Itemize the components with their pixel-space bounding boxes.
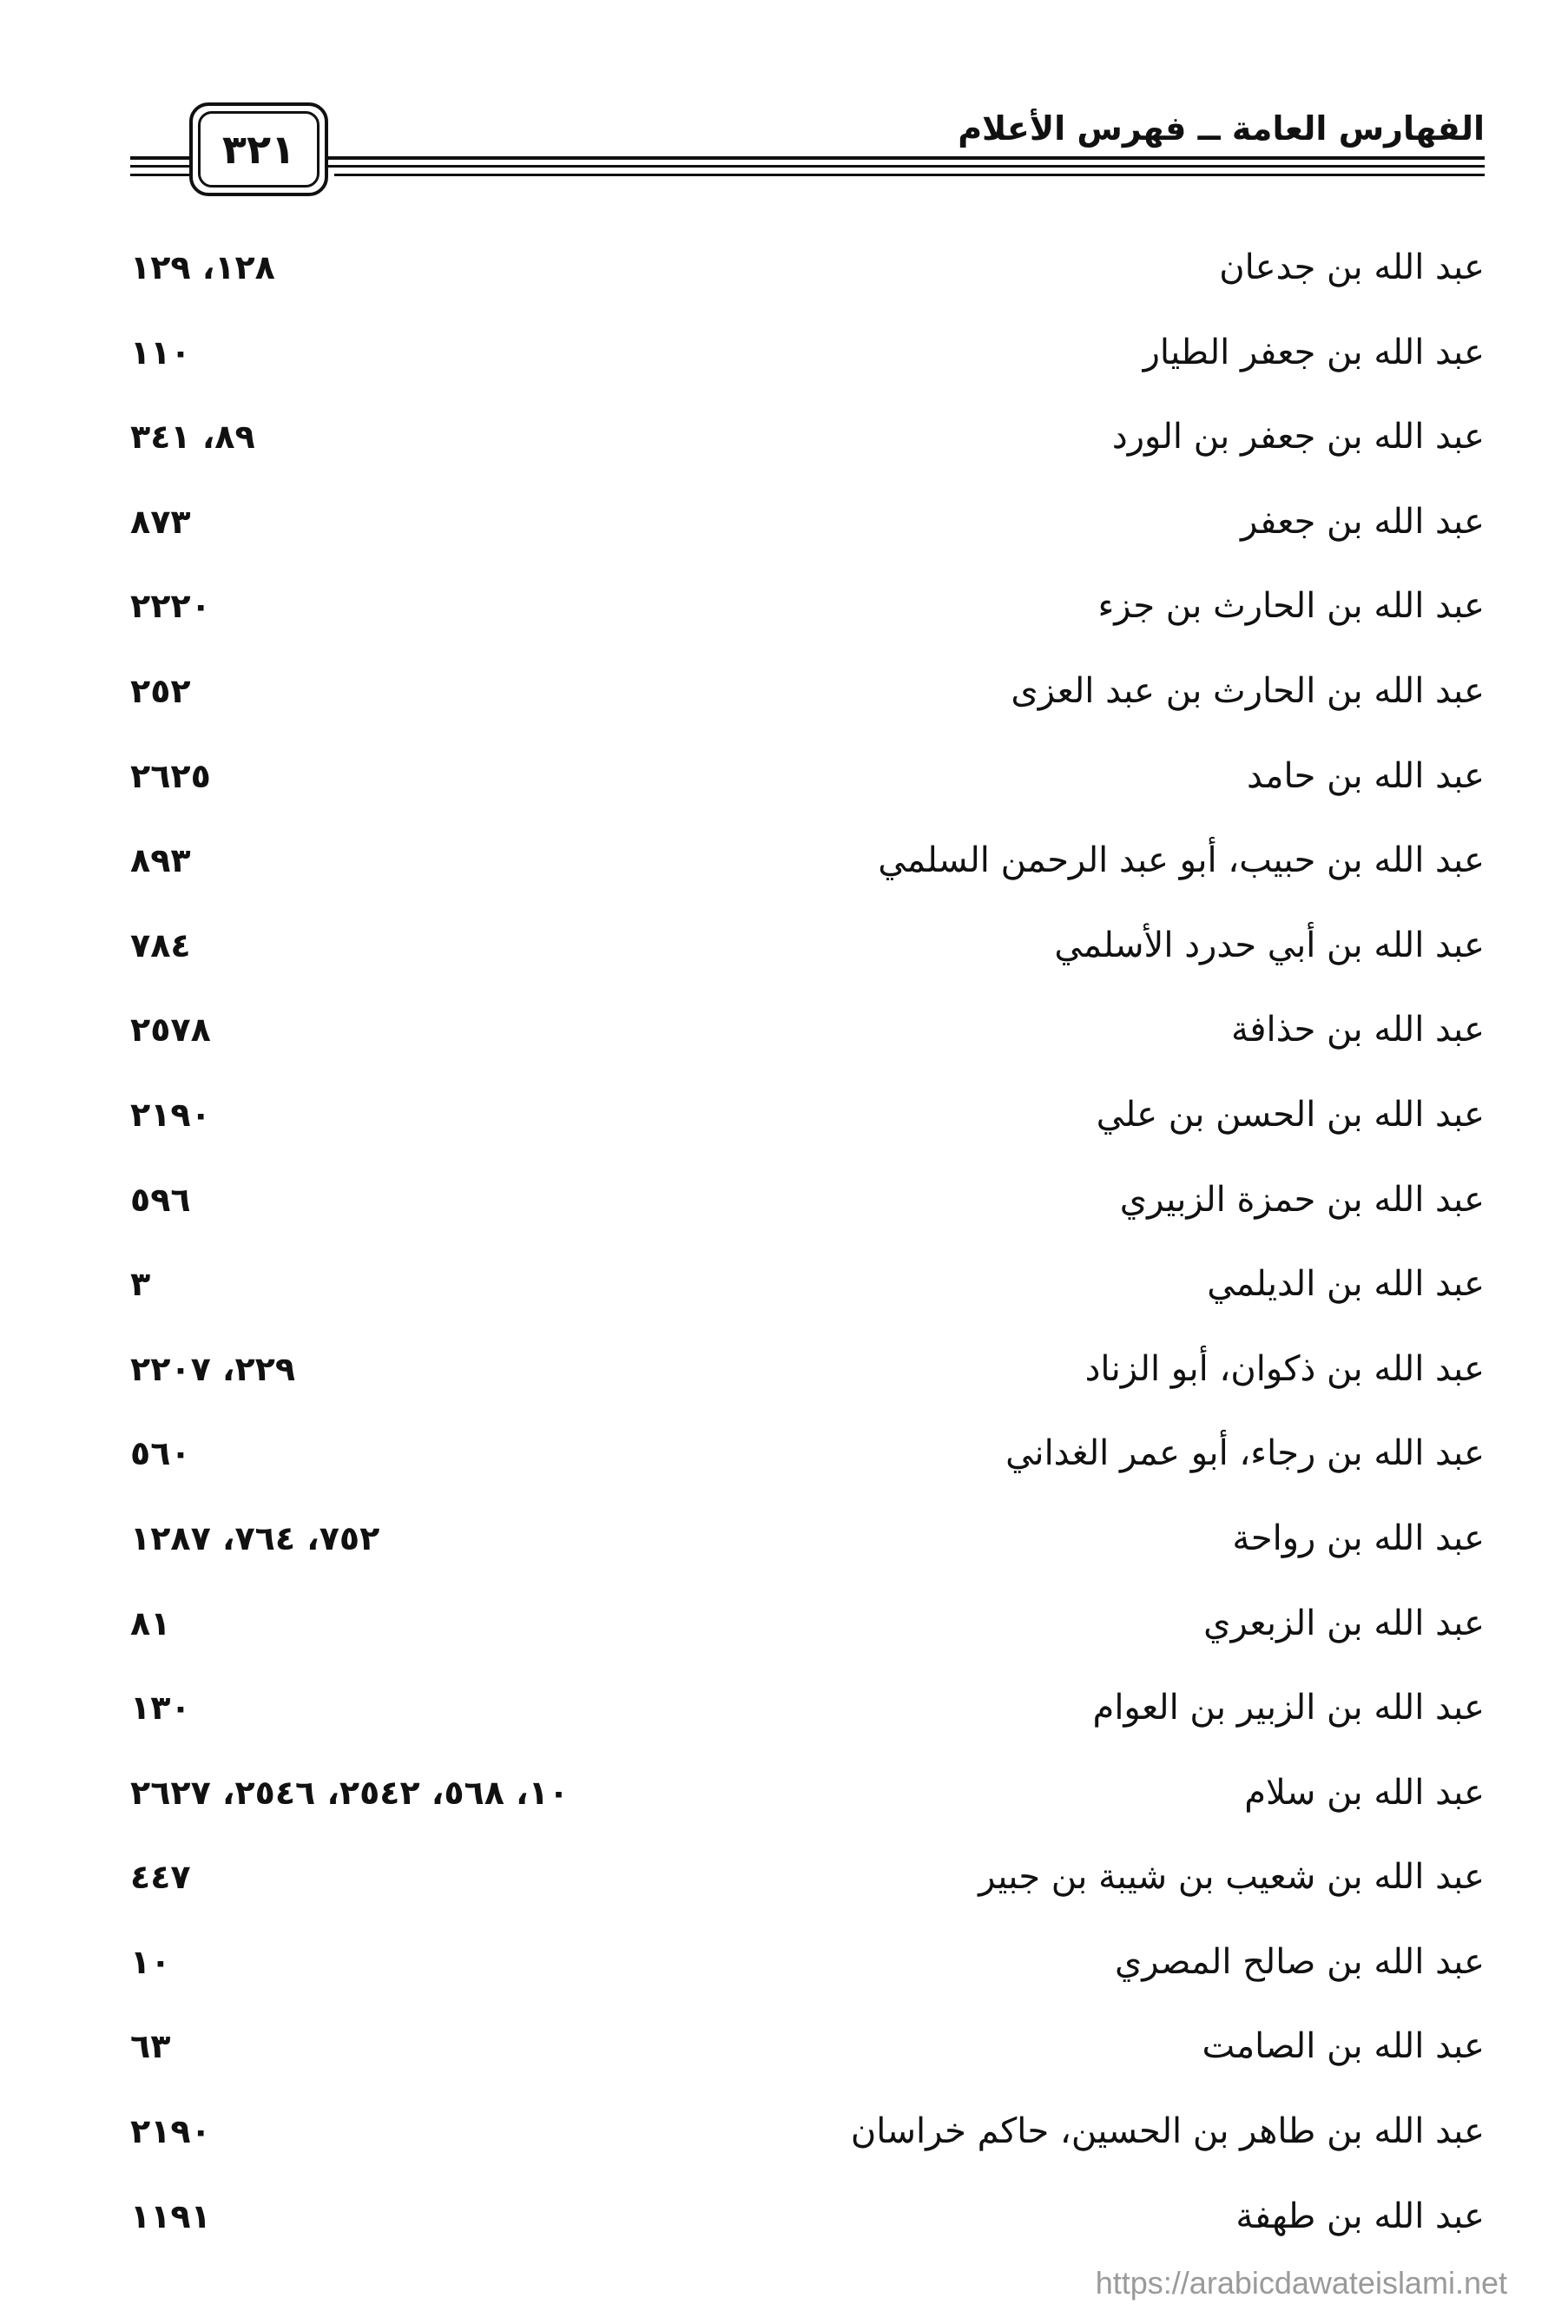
index-entry bbox=[130, 318, 1485, 403]
index-entry bbox=[130, 1673, 1485, 1758]
entry-name: عبد الله بن صالح المصري bbox=[1114, 1941, 1485, 1982]
header-rule bbox=[130, 174, 195, 176]
header-rule bbox=[130, 156, 1485, 160]
header-rule bbox=[334, 174, 1485, 176]
watermark-url: https://arabicdawateislami.net bbox=[1095, 2265, 1507, 2301]
entry-page-refs: ٨٩٣ bbox=[130, 841, 191, 880]
index-entry bbox=[130, 1249, 1485, 1334]
entry-name: عبد الله بن الديلمي bbox=[1207, 1264, 1485, 1305]
entry-page-refs: ٢٦٢٥ bbox=[130, 756, 211, 795]
index-entry bbox=[130, 1842, 1485, 1927]
entry-name: عبد الله بن سلام bbox=[1244, 1772, 1485, 1813]
entry-page-refs: ٢٥٢ bbox=[130, 671, 191, 710]
entry-page-refs: ١١٩١ bbox=[130, 2196, 211, 2235]
entry-page-refs: ١١٠ bbox=[130, 332, 191, 372]
entry-name: عبد الله بن الحسن بن علي bbox=[1096, 1094, 1485, 1135]
entry-page-refs: ٢١٩٠ bbox=[130, 1095, 211, 1134]
entry-name: عبد الله بن أبي حدرد الأسلمي bbox=[1054, 925, 1485, 965]
entry-name: عبد الله بن طهفة bbox=[1235, 2196, 1485, 2236]
index-entry bbox=[130, 402, 1485, 487]
entry-page-refs: ٤٤٧ bbox=[130, 1858, 191, 1897]
entry-name: عبد الله بن طاهر بن الحسين، حاكم خراسان bbox=[850, 2111, 1485, 2152]
entry-page-refs: ٨١ bbox=[130, 1603, 171, 1643]
entry-page-refs: ١٢٨، ١٢٩ bbox=[130, 248, 275, 286]
entry-name: عبد الله بن ذكوان، أبو الزناد bbox=[1084, 1348, 1485, 1389]
index-entry bbox=[130, 2011, 1485, 2097]
entry-page-refs: ١٠، ٥٦٨، ٢٥٤٢، ٢٥٤٦، ٢٦٢٧ bbox=[130, 1773, 570, 1812]
entry-name: عبد الله بن شعيب بن شيبة بن جبير bbox=[978, 1857, 1485, 1898]
entry-page-refs: ١٣٠ bbox=[130, 1689, 191, 1728]
entry-name: عبد الله بن الزبعري bbox=[1203, 1603, 1485, 1643]
entry-page-refs: ٨٩، ٣٤١ bbox=[130, 418, 255, 457]
entry-page-refs: ٢١٩٠ bbox=[130, 2112, 211, 2151]
index-entries bbox=[130, 233, 1485, 2266]
page-number-frame bbox=[189, 102, 328, 196]
entry-name: عبد الله بن رجاء، أبو عمر الغداني bbox=[1005, 1433, 1485, 1474]
entry-name: عبد الله بن الزبير بن العوام bbox=[1092, 1688, 1485, 1728]
index-entry bbox=[130, 233, 1485, 318]
page-number: ٣٢١ bbox=[221, 126, 296, 173]
index-entry bbox=[130, 1334, 1485, 1419]
entry-name: عبد الله بن جعفر بن الورد bbox=[1111, 417, 1485, 458]
entry-page-refs: ٣ bbox=[130, 1265, 151, 1304]
entry-page-refs: ١٠ bbox=[130, 1942, 171, 1981]
index-entry bbox=[130, 1504, 1485, 1589]
entry-name: عبد الله بن جدعان bbox=[1219, 247, 1485, 287]
entry-name: عبد الله بن رواحة bbox=[1232, 1518, 1485, 1558]
index-entry bbox=[130, 656, 1485, 741]
running-title: الفهارس العامة ــ فهرس الأعلام bbox=[958, 109, 1485, 148]
entry-name: عبد الله بن حبيب، أبو عبد الرحمن السلمي bbox=[878, 840, 1485, 881]
entry-page-refs: ٥٦٠ bbox=[130, 1434, 191, 1473]
entry-name: عبد الله بن الحارث بن جزء bbox=[1097, 586, 1485, 627]
index-entry bbox=[130, 826, 1485, 911]
entry-name: عبد الله بن حامد bbox=[1247, 755, 1485, 796]
entry-name: عبد الله بن الصامت bbox=[1202, 2026, 1485, 2067]
entry-page-refs: ٧٨٤ bbox=[130, 925, 191, 964]
entry-page-refs: ٦٣ bbox=[130, 2027, 171, 2066]
entry-name: عبد الله بن حمزة الزبيري bbox=[1119, 1179, 1485, 1220]
index-entry bbox=[130, 571, 1485, 656]
index-entry bbox=[130, 2097, 1485, 2182]
index-entry bbox=[130, 1927, 1485, 2012]
index-entry bbox=[130, 487, 1485, 572]
entry-page-refs: ٨٧٣ bbox=[130, 502, 191, 541]
index-entry bbox=[130, 1758, 1485, 1843]
entry-page-refs: ٢٥٧٨ bbox=[130, 1011, 211, 1050]
index-entry bbox=[130, 1419, 1485, 1504]
entry-name: عبد الله بن حذافة bbox=[1230, 1010, 1485, 1050]
entry-page-refs: ٢٢٢٠ bbox=[130, 587, 211, 626]
index-entry bbox=[130, 911, 1485, 996]
index-entry bbox=[130, 1589, 1485, 1674]
index-entry bbox=[130, 741, 1485, 826]
entry-name: عبد الله بن جعفر الطيار bbox=[1143, 332, 1485, 372]
entry-name: عبد الله بن جعفر bbox=[1241, 501, 1485, 542]
index-entry bbox=[130, 995, 1485, 1080]
page-header bbox=[130, 95, 1485, 200]
entry-name: عبد الله بن الحارث بن عبد العزى bbox=[1011, 670, 1485, 711]
index-entry bbox=[130, 1080, 1485, 1165]
entry-page-refs: ٧٥٢، ٧٦٤، ١٢٨٧ bbox=[130, 1518, 380, 1557]
index-entry bbox=[130, 1165, 1485, 1250]
header-rule bbox=[130, 165, 1485, 168]
index-entry bbox=[130, 2182, 1485, 2267]
entry-page-refs: ٢٢٩، ٢٢٠٧ bbox=[130, 1349, 296, 1388]
entry-page-refs: ٥٩٦ bbox=[130, 1180, 191, 1219]
